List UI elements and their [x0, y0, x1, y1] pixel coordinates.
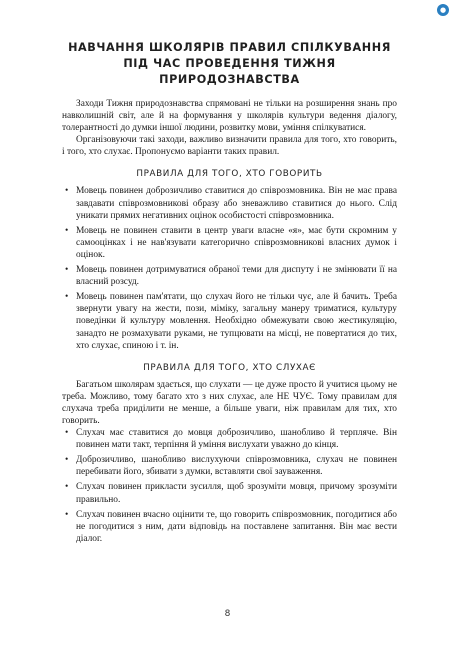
title-line-1: НАВЧАННЯ ШКОЛЯРІВ ПРАВИЛ СПІЛКУВАННЯ — [68, 41, 391, 54]
bullet-icon: • — [65, 186, 69, 197]
listener-intro-paragraph: Багатьом школярам здається, що слухати — це дуже просто й учитися цьому не треба. Можливо, тому багато хто з них слухає, але НЕ ЧУЄ. Тому правилам для слухача треба приділити не менше, а більше уваги, ніж правилам для тих, хто говорить. — [62, 379, 397, 426]
rule-text: Слухач має ставитися до мовця доброзичливо, шанобливо й терпляче. Він повинен мати такт, терпіння й уміння вислухати уважно до кінця. — [76, 428, 397, 451]
bullet-icon: • — [65, 265, 69, 276]
bullet-icon: • — [65, 225, 69, 236]
rule-text: Мовець повинен доброзичливо ставитися до співрозмовника. Він не має права завдавати співрозмовникові образу або зневажливо ставитися до нього. Слід уникати прямих негативних оцінок особистості співрозмовника. — [76, 186, 397, 221]
rule-text: Мовець повинен дотримуватися обраної теми для диспуту і не змінювати її на власний розсуд. — [76, 265, 397, 288]
intro-paragraph-1: Заходи Тижня природознавства спрямовані не тільки на розширення знань про навколишній світ, але й на формування у школярів культури ведення діалогу, толерантності до думки іншої людини, розвитку мови, уміння спілкуватися. — [62, 99, 397, 134]
page-content — [62, 40, 397, 548]
list-item — [62, 454, 397, 478]
speaker-rules-list — [62, 185, 397, 351]
section-listener-heading: ПРАВИЛА ДЛЯ ТОГО, ХТО СЛУХАЄ — [143, 362, 316, 373]
bullet-icon: • — [65, 455, 69, 466]
list-item — [62, 291, 397, 351]
section-speaker-heading: ПРАВИЛА ДЛЯ ТОГО, ХТО ГОВОРИТЬ — [136, 169, 323, 180]
page-title — [62, 40, 397, 88]
rule-text: Мовець повинен пам'ятати, що слухач його не тільки чує, але й бачить. Треба звернути увагу на жести, пози, міміку, загальну манеру триматися, культуру поведінки й культуру мовлення. Необхідно обмежувати свою жестикуляцію, занадто не розмахувати руками, не тупцювати на місці, не повертатися до тих, хто слухає, спиною і т. ін. — [76, 292, 397, 351]
bullet-icon: • — [65, 428, 69, 439]
list-item — [62, 481, 397, 505]
intro-paragraph-2: Організовуючи такі заходи, важливо визначити правила для того, хто говорить, і того, хто слухає. Пропонуємо варіанти таких правил. — [62, 135, 397, 158]
rule-text: Мовець не повинен ставити в центр уваги власне «я», має бути скромним у самооцінках і не нав'язувати категорично співрозмовникові власних думок і оцінок. — [76, 225, 397, 260]
title-line-2: ПІД ЧАС ПРОВЕДЕННЯ ТИЖНЯ ПРИРОДОЗНАВСТВА — [123, 57, 336, 86]
list-item — [62, 264, 397, 288]
rule-text: Слухач повинен вчасно оцінити те, що говорить співрозмовник, погодитися або не погодитися з ним, дати відповідь на поставлене запитання. Він має вести діалог. — [76, 509, 397, 544]
corner-logo-icon: ● — [437, 4, 449, 16]
page-number: 8 — [224, 609, 231, 619]
rule-text: Слухач повинен прикласти зусилля, щоб зрозуміти мовця, причому зрозуміти правильно. — [76, 482, 397, 505]
listener-rules-list — [62, 427, 397, 545]
list-item — [62, 225, 397, 261]
list-item — [62, 509, 397, 545]
bullet-icon: • — [65, 509, 69, 520]
bullet-icon: • — [65, 482, 69, 493]
list-item — [62, 427, 397, 451]
bullet-icon: • — [65, 292, 69, 303]
rule-text: Доброзичливо, шанобливо вислухуючи співрозмовника, слухач не повинен перебивати його, збивати з думки, вставляти свої зауваження. — [76, 455, 397, 478]
list-item — [62, 185, 397, 221]
